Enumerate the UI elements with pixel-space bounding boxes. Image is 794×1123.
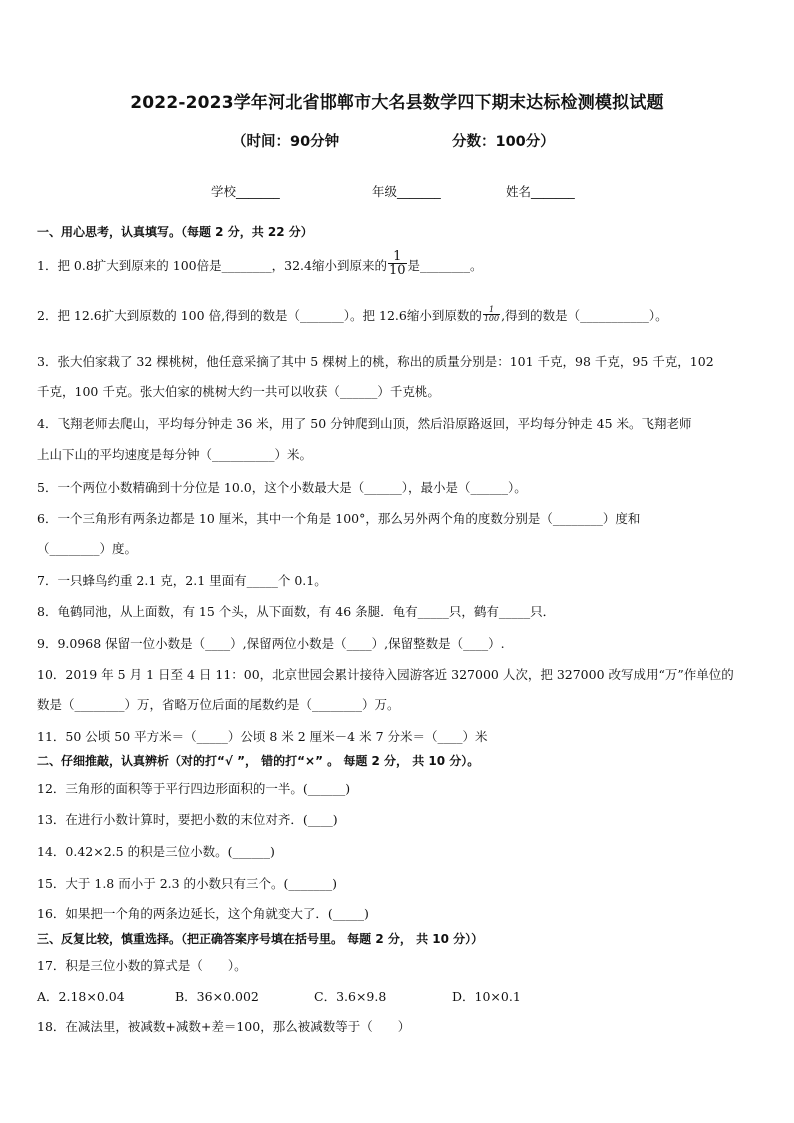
question-18: 18．在减法里，被减数+减数+差＝100，那么被减数等于（ ） xyxy=(37,1019,411,1034)
question-1-text-b: 是________。 xyxy=(407,258,483,273)
exam-score: 分数：100分） xyxy=(452,134,555,150)
question-4-line-2: 上山下山的平均速度是每分钟（__________）米。 xyxy=(37,447,313,462)
question-9: 9．9.0968 保留一位小数是（____）,保留两位小数是（____）,保留整数是（____）. xyxy=(37,636,505,651)
question-8: 8．龟鹤同池，从上面数，有 15 个头，从下面数，有 46 条腿．龟有_____只，鹤有_____只． xyxy=(37,604,556,619)
question-1 xyxy=(37,249,764,278)
fraction-1-100 xyxy=(483,306,500,323)
exam-time: （时间：90分钟 xyxy=(232,134,340,150)
question-11: 11．50 公顷 50 平方米＝（_____）公顷 8 米 2 厘米－4 米 7 分米＝（____）米 xyxy=(37,729,488,744)
question-10-line-1: 10．2019 年 5 月 1 日至 4 日 11：00，北京世园会累计接待入园游客近 327000 人次，把 327000 改写成用“万”作单位的 xyxy=(37,667,734,682)
fraction-numerator: 1 xyxy=(388,250,407,264)
name-field[interactable]: 姓名_______ xyxy=(506,184,575,199)
option-b[interactable]: B．36×0.002 xyxy=(175,989,259,1004)
option-d[interactable]: D．10×0.1 xyxy=(452,989,521,1004)
question-2-text-b: ,得到的数是（___________）。 xyxy=(501,308,668,323)
question-3-line-1: 3．张大伯家栽了 32 棵桃树，他任意采摘了其中 5 棵树上的桃，称出的质量分别是：101 千克，98 千克，95 千克，102 xyxy=(37,354,714,369)
section-1-heading: 一、用心思考，认真填写。（每题 2 分，共 22 分） xyxy=(37,225,313,239)
question-15: 15．大于 1.8 而小于 2.3 的小数只有三个。(_______) xyxy=(37,876,338,891)
option-c[interactable]: C．3.6×9.8 xyxy=(314,989,387,1004)
section-3-heading: 三、反复比较，慎重选择。（把正确答案序号填在括号里。 每题 2 分， 共 10 分）） xyxy=(37,932,484,946)
question-12: 12．三角形的面积等于平行四边形面积的一半。(______) xyxy=(37,781,351,796)
fraction-denominator: 10 xyxy=(388,263,406,278)
page-title: 2022-2023学年河北省邯郸市大名县数学四下期末达标检测模拟试题 xyxy=(130,93,664,113)
question-4-line-1: 4．飞翔老师去爬山，平均每分钟走 36 米，用了 50 分钟爬到山顶，然后沿原路返回，平均每分钟走 45 米。飞翔老师 xyxy=(37,416,692,431)
question-5: 5．一个两位小数精确到十分位是 10.0，这个小数最大是（______），最小是（______）。 xyxy=(37,480,527,495)
question-7: 7．一只蜂鸟约重 2.1 克，2.1 里面有_____个 0.1。 xyxy=(37,573,327,588)
option-a[interactable]: A．2.18×0.04 xyxy=(37,989,125,1004)
question-13: 13．在进行小数计算时，要把小数的末位对齐．(____) xyxy=(37,812,338,827)
question-6-line-2: （________）度。 xyxy=(37,541,138,556)
fraction-denominator: 100 xyxy=(483,314,500,323)
question-6-line-1: 6．一个三角形有两条边都是 10 厘米，其中一个角是 100°，那么另外两个角的度数分别是（________）度和 xyxy=(37,511,641,526)
school-field[interactable]: 学校_______ xyxy=(211,184,280,199)
question-1-text-a: 1．把 0.8扩大到原来的 100倍是________，32.4缩小到原来的 xyxy=(37,258,387,273)
fraction-numerator: 1 xyxy=(483,306,500,315)
question-3-line-2: 千克，100 千克。张大伯家的桃树大约一共可以收获（______）千克桃。 xyxy=(37,384,440,399)
question-17: 17．积是三位小数的算式是（ ）。 xyxy=(37,958,247,973)
question-16: 16．如果把一个角的两条边延长，这个角就变大了．(_____) xyxy=(37,906,369,921)
fraction-1-10 xyxy=(388,250,407,277)
question-14: 14．0.42×2.5 的积是三位小数。(______) xyxy=(37,844,275,859)
question-2-text-a: 2．把 12.6扩大到原数的 100 倍,得到的数是（_______）。把 12.6缩小到原数的 xyxy=(37,308,482,323)
question-10-line-2: 数是（________）万，省略万位后面的尾数约是（________）万。 xyxy=(37,697,400,712)
section-2-heading: 二、仔细推敲，认真辨析（对的打“√ ”， 错的打“×” 。 每题 2 分， 共 10 分）。 xyxy=(37,754,480,768)
question-2 xyxy=(37,305,764,323)
grade-field[interactable]: 年级_______ xyxy=(372,184,441,199)
